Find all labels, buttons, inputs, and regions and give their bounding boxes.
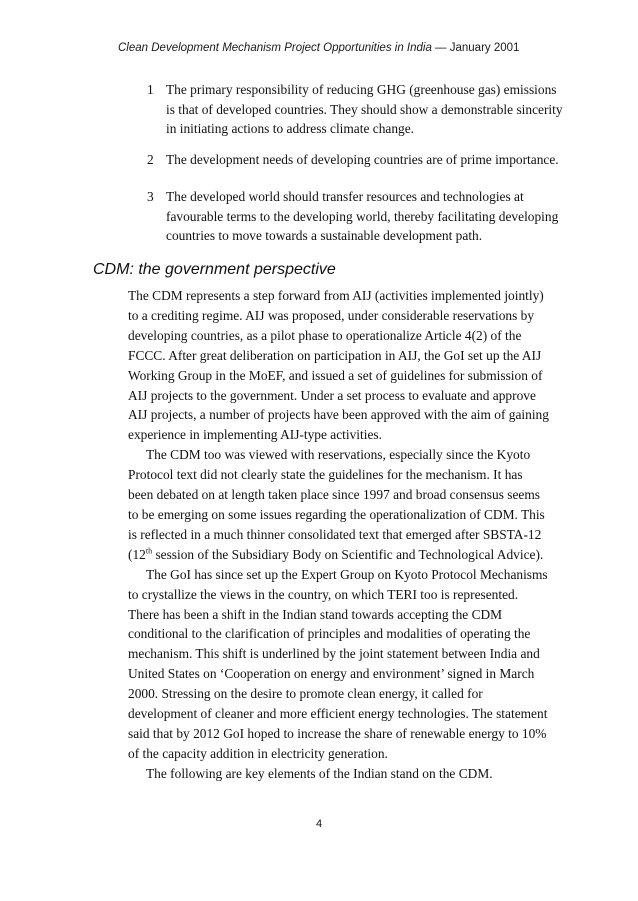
paragraph-3: The GoI has since set up the Expert Group on Kyoto Protocol Mechanisms to crystallize the views in the country, on which TERI too is represented. There has been a shift in the Indian stand towards accepting the CDM conditional to the clarification of principles and modalities of operating the mechanism. This shift is underlined by the joint statement between India and United States on ‘Cooperation on energy and environment’ signed in March 2000. Stressing on the desire to promote clean energy, it called for development of cleaner and more efficient energy technologies. The statement said that by 2012 GoI hoped to increase the share of renewable energy to 10% of the capacity addition in electricity generation. [128, 566, 548, 761]
running-header [118, 41, 519, 55]
ordinal-superscript: th [145, 546, 153, 556]
paragraph-1: The CDM represents a step forward from AIJ (activities implemented jointly) to a crediting regime. AIJ was proposed, under considerable reservations by developing countries, as a pilot phase to operationalize Article 4(2) of the FCCC. After great deliberation on participation in AIJ, the GoI set up the AIJ Working Group in the MoEF, and issued a set of guidelines for submission of AIJ projects to the government. Under a set process to evaluate and approve AIJ projects, a number of projects have been approved with the aim of gaining experience in implementing AIJ-type activities. [128, 288, 549, 443]
numbered-item-1 [147, 80, 567, 139]
item-number: 3 [147, 189, 154, 204]
numbered-item-3 [147, 187, 567, 246]
item-text: The development needs of developing countries are of prime importance. [166, 152, 559, 167]
item-number: 2 [147, 152, 154, 167]
section-body [128, 286, 550, 784]
paragraph-4: The following are key elements of the Indian stand on the CDM. [146, 765, 493, 781]
item-number: 1 [147, 82, 154, 97]
numbered-item-2 [147, 150, 567, 170]
header-separator: — [431, 42, 450, 54]
item-text: The primary responsibility of reducing GHG (greenhouse gas) emissions is that of developed countries. They should show a demonstrable sincerity in initiating actions to address climate change. [166, 82, 563, 136]
paragraph-2 [128, 445, 550, 564]
page-number: 4 [315, 818, 323, 830]
header-date: January 2001 [449, 42, 520, 54]
paragraph-2-text: The CDM too was viewed with reservations, especially since the Kyoto Protocol text did not clearly state the guidelines for the mechanism. It has been debated on at length taken place since 1997 and broad consensus seems to be emerging on some issues regarding the operationalization of CDM. This is reflected in a much thinner consolidated text that emerged after SBSTA-12 (12 [128, 447, 545, 562]
paragraph-2-text-end: session of the Subsidiary Body on Scientific and Technological Advice). [152, 546, 544, 562]
section-heading: CDM: the government perspective [93, 261, 336, 278]
header-title: Clean Development Mechanism Project Opportunities in India [118, 42, 432, 54]
item-text: The developed world should transfer resources and technologies at favourable terms to the developing world, thereby facilitating developing countries to move towards a sustainable development path. [166, 189, 559, 243]
